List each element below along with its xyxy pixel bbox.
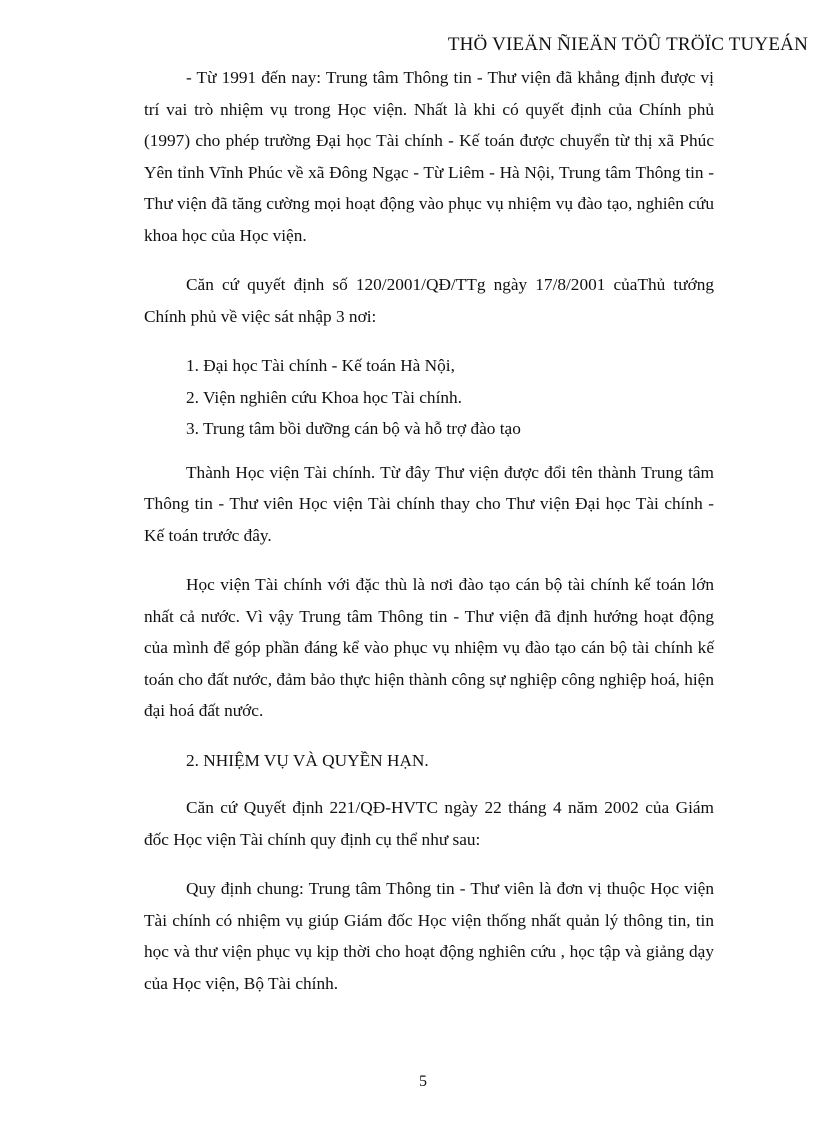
document-body	[144, 62, 714, 1017]
paragraph-decision-221: Căn cứ Quyết định 221/QĐ-HVTC ngày 22 tháng 4 năm 2002 của Giám đốc Học viện Tài chính quy định cụ thể như sau:	[144, 798, 714, 849]
list-item: 3. Trung tâm bồi dưỡng cán bộ và hỗ trợ đào tạo	[186, 419, 521, 438]
paragraph-general-rules: Quy định chung: Trung tâm Thông tin - Thư viên là đơn vị thuộc Học viện Tài chính có nhiệm vụ giúp Giám đốc Học viện thống nhất quản lý thông tin, tin học và thư viện phục vụ kịp thời cho hoạt động nghiên cứu , học tập và giảng dạy của Học viện, Bộ Tài chính.	[144, 879, 714, 993]
list-item: 2. Viện nghiên cứu Khoa học Tài chính.	[186, 387, 462, 407]
page-number: 5	[419, 1073, 427, 1090]
page-header: THÖ VIEÄN ÑIEÄN TÖÛ TRÖÏC TUYEÁN	[447, 34, 808, 55]
merger-list	[144, 350, 714, 445]
paragraph-history: - Từ 1991 đến nay: Trung tâm Thông tin - Thư viện đã khẳng định được vị trí vai trò nhiệm vụ trong Học viện. Nhất là khi có quyết định của Chính phủ (1997) cho phép trường Đại học Tài chính - Kế toán được chuyển từ thị xã Phúc Yên tỉnh Vĩnh Phúc về xã Đông Ngạc - Từ Liêm - Hà Nội, Trung tâm Thông tin - Thư viện đã tăng cường mọi hoạt động vào phục vụ nhiệm vụ đào tạo, nghiên cứu khoa học của Học viện.	[144, 68, 714, 245]
list-item: 1. Đại học Tài chính - Kế toán Hà Nội,	[186, 356, 455, 375]
paragraph-rename: Thành Học viện Tài chính. Từ đây Thư viện được đổi tên thành Trung tâm Thông tin - Thư viên Học viện Tài chính thay cho Thư viện Đại học Tài chính - Kế toán trước đây.	[144, 462, 714, 545]
section-heading: 2. NHIỆM VỤ VÀ QUYỀN HẠN.	[186, 750, 429, 770]
paragraph-orientation: Học viện Tài chính với đặc thù là nơi đào tạo cán bộ tài chính kế toán lớn nhất cả nước. Vì vậy Trung tâm Thông tin - Thư viện đã định hướng hoạt động của mình để góp phần đáng kể vào phục vụ nhiệm vụ đào tạo cán bộ tài chính kế toán cho đất nước, đảm bảo thực hiện thành công sự nghiệp công nghiệp hoá, hiện đại hoá đất nước.	[144, 575, 714, 720]
paragraph-decision-merger: Căn cứ quyết định số 120/2001/QĐ/TTg ngày 17/8/2001 củaThủ tướng Chính phủ về việc sát nhập 3 nơi:	[144, 275, 714, 326]
